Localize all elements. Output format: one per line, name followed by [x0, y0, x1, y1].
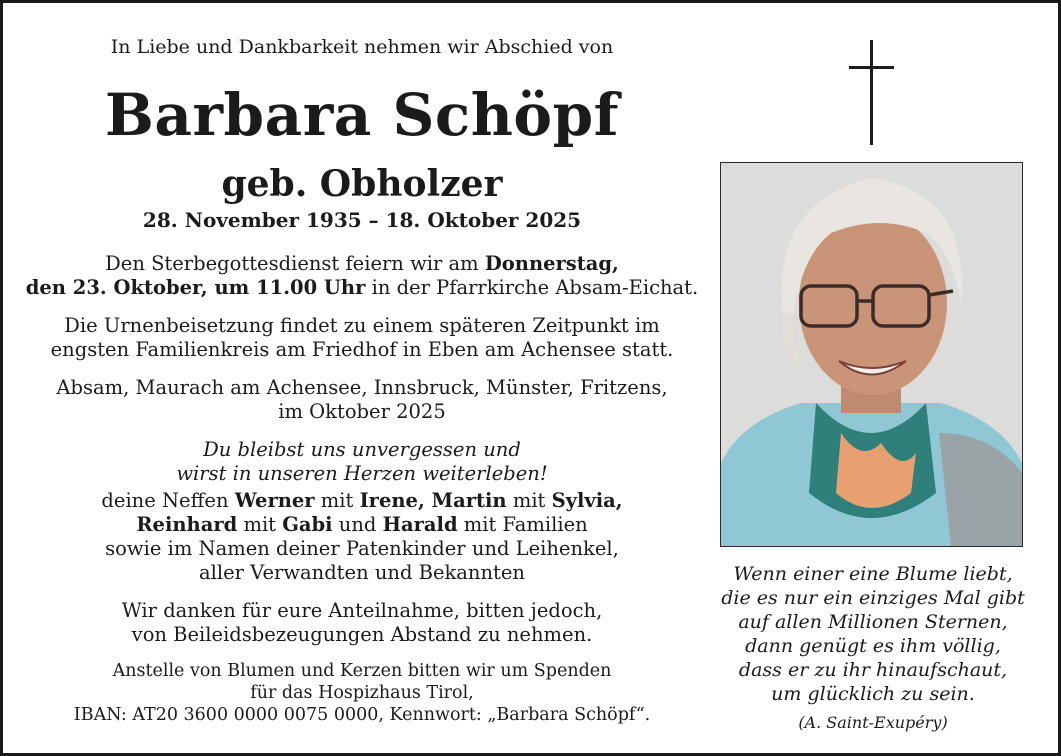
service-text: Den Sterbegottesdienst feiern wir am — [105, 252, 485, 275]
urn-line: Die Urnenbeisetzung findet zu einem späteren Zeitpunkt im — [64, 314, 660, 337]
poem-line: die es nur ein einziges Mal gibt — [721, 587, 1025, 609]
family-line: sowie im Namen deiner Patenkinder und Leihenkel, — [105, 537, 619, 560]
iban-line: IBAN: AT20 3600 0000 0075 0000, Kennwort: „Barbara Schöpf“. — [73, 705, 651, 725]
family-name: Reinhard — [136, 513, 238, 536]
donation-paragraph — [23, 660, 701, 726]
urn-paragraph — [23, 314, 701, 362]
family-text: mit — [314, 489, 360, 512]
family-name: Harald — [382, 513, 458, 536]
family-paragraph — [23, 489, 701, 585]
poem-line: dass er zu ihr hinaufschaut, — [738, 659, 1008, 681]
family-line: aller Verwandten und Bekannten — [199, 561, 525, 584]
donation-line: für das Hospizhaus Tirol, — [250, 683, 474, 703]
service-paragraph — [23, 252, 701, 300]
donation-line: Anstelle von Blumen und Kerzen bitten wir um Spenden — [112, 661, 612, 681]
motto-line: wirst in unseren Herzen weiterleben! — [176, 462, 548, 485]
family-name: Sylvia, — [551, 489, 623, 512]
portrait-illustration — [721, 163, 1022, 546]
places-line: Absam, Maurach am Achensee, Innsbruck, Münster, Fritzens, — [56, 376, 668, 399]
poem-line: auf allen Millionen Sternen, — [738, 611, 1008, 633]
motto-paragraph — [23, 438, 701, 486]
service-day: Donnerstag, — [484, 252, 619, 275]
service-location: in der Pfarrkirche Absam-Eichat. — [365, 276, 699, 299]
cross-vertical-bar — [870, 40, 873, 145]
family-text: deine Neffen — [101, 489, 235, 512]
portrait-photo — [720, 162, 1023, 547]
deceased-name: Barbara Schöpf — [104, 81, 620, 149]
thanks-line: Wir danken für eure Anteilnahme, bitten jedoch, — [121, 599, 603, 622]
service-date-time: den 23. Oktober, um 11.00 Uhr — [25, 276, 366, 299]
family-name: Irene, Martin — [359, 489, 507, 512]
thanks-line: von Beileidsbezeugungen Abstand zu nehmen. — [131, 623, 593, 646]
cross-horizontal-bar — [849, 66, 894, 69]
urn-line: engsten Familienkreis am Friedhof in Eben am Achensee statt. — [50, 338, 674, 361]
family-text: und — [332, 513, 383, 536]
life-dates: 28. November 1935 – 18. Oktober 2025 — [142, 208, 582, 232]
family-name: Gabi — [282, 513, 333, 536]
month-line: im Oktober 2025 — [278, 400, 446, 423]
family-text: mit — [237, 513, 283, 536]
poem-line: Wenn einer eine Blume liebt, — [733, 563, 1013, 585]
family-text: mit — [506, 489, 552, 512]
thanks-paragraph — [23, 599, 701, 647]
family-name: Werner — [234, 489, 315, 512]
poem-line: um glücklich zu sein. — [771, 683, 975, 705]
family-text: mit Familien — [457, 513, 588, 536]
cross-icon — [849, 40, 894, 145]
poem-author: (A. Saint-Exupéry) — [798, 713, 948, 732]
poem-line: dann genügt es ihm völlig, — [745, 635, 1001, 657]
intro-text: In Liebe und Dankbarkeit nehmen wir Abschied von — [110, 36, 614, 58]
poem-block — [703, 562, 1043, 735]
motto-line: Du bleibst uns unvergessen und — [203, 438, 521, 461]
maiden-name: geb. Obholzer — [221, 163, 503, 205]
place-date-paragraph — [23, 376, 701, 424]
